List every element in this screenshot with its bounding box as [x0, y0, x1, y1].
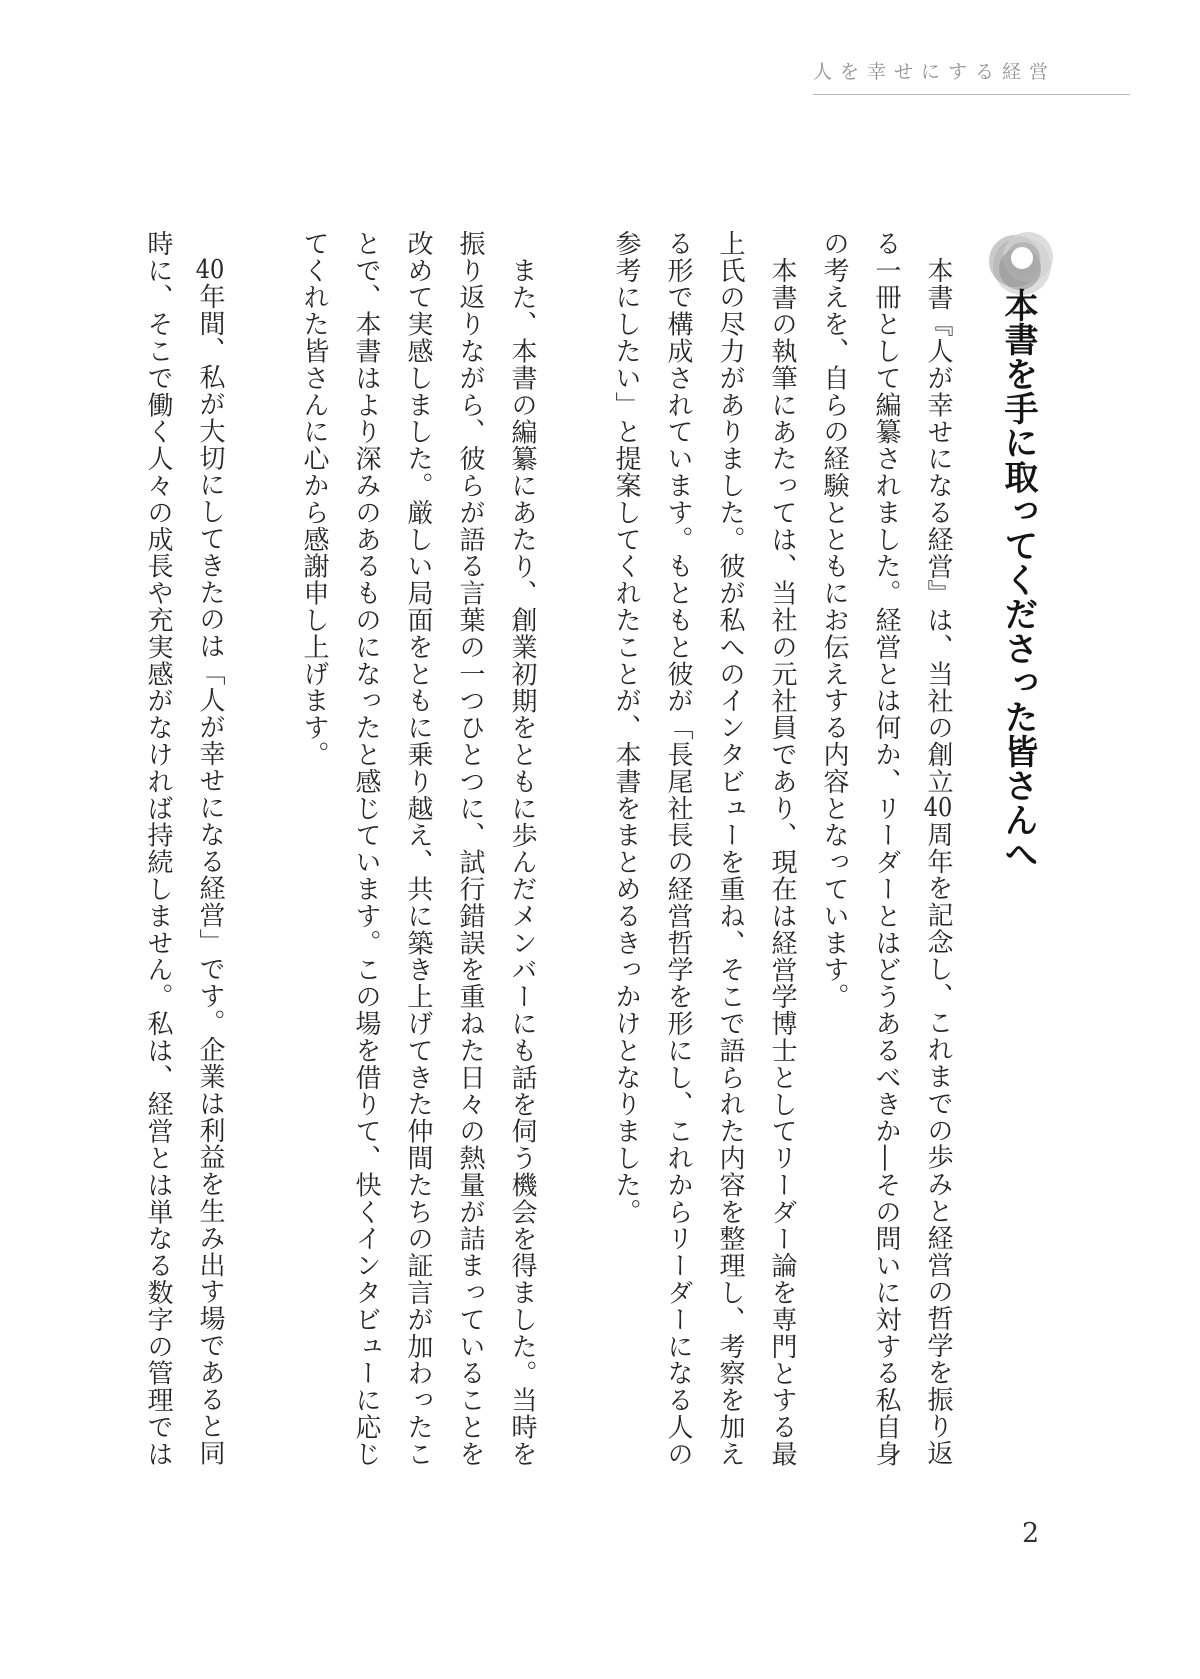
text-column: 改めて実感しました。厳しい局面をともに乗り越え、共に築き上げてきた仲間たちの証言が加わったこ [403, 230, 433, 1468]
text-column: また、本書の編纂にあたり、創業初期をともに歩んだメンバーにも話を伺う機会を得ました。当時を [507, 257, 537, 1468]
text-column: 振り返りながら、彼らが語る言葉の一つひとつに、試行錯誤を重ねた日々の熱量が詰まっていることを [455, 230, 485, 1468]
text-column: 40年間、私が大切にしてきたのは「人が幸せになる経営」です。企業は利益を生み出す場であると同 [195, 257, 225, 1467]
section-title: 本書を手に取ってくださった皆さんへ [998, 288, 1038, 872]
running-header-title: 人を幸せにする経営 [813, 61, 1057, 83]
text-column: 本書『人が幸せになる経営』は、当社の創立40周年を記念し、これまでの歩みと経営の哲学を振り返 [923, 257, 953, 1467]
running-header [813, 57, 1130, 95]
text-column: 本書の執筆にあたっては、当社の元社員であり、現在は経営学博士としてリーダー論を専門とする最 [767, 257, 797, 1468]
text-column: る一冊として編纂されました。経営とは何か、リーダーとはどうあるべきか―その問いに対する私自身 [871, 230, 901, 1468]
text-column: 上氏の尽力がありました。彼が私へのインタビューを重ね、そこで語られた内容を整理し、考察を加え [715, 230, 745, 1468]
text-column: 参考にしたい」と提案してくれたことが、本書をまとめるきっかけとなりました。 [611, 230, 641, 1226]
text-column: てくれた皆さんに心から感謝申し上げます。 [299, 230, 329, 768]
page-number: 2 [1022, 1518, 1040, 1549]
main-text [132, 230, 1045, 1470]
tatechuyoko-number: 40 [923, 795, 953, 821]
tatechuyoko-number: 40 [195, 257, 225, 283]
text-column: とで、本書はより深みのあるものになったと感じています。この場を借りて、快くインタビューに応じ [351, 230, 381, 1468]
text-column: の考えを、自らの経験とともにお伝えする内容となっています。 [819, 230, 849, 1011]
text-column: る形で構成されています。もともと彼が「長尾社長の経営哲学を形にし、これからリーダーになる人の [663, 230, 693, 1468]
text-column: 時に、そこで働く人々の成長や充実感がなければ持続しません。私は、経営とは単なる数字の管理では [143, 230, 173, 1468]
